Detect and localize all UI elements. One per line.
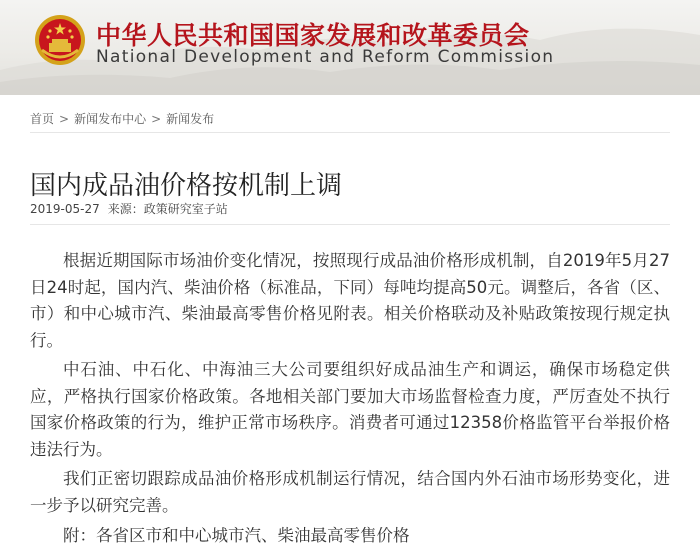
article-paragraph: 我们正密切跟踪成品油价格形成机制运行情况，结合国内外石油市场形势变化，进一步予以研究完善。 bbox=[30, 469, 670, 515]
divider bbox=[30, 132, 670, 133]
breadcrumb-separator: > bbox=[59, 112, 70, 126]
article-paragraph: 中石油、中石化、中海油三大公司要组织好成品油生产和调运，确保市场稳定供应，严格执行国家价格政策。各地相关部门要加大市场监督检查力度，严厉查处不执行国家价格政策的行为，维护正常市场秩序。消费者可通过12358价格监管平台举报价格违法行为。 bbox=[30, 360, 670, 459]
breadcrumb-separator: > bbox=[151, 112, 162, 126]
article-source: 来源：政策研究室子站 bbox=[107, 202, 228, 216]
article-paragraph: 根据近期国际市场油价变化情况，按照现行成品油价格形成机制，自2019年5月27日24时起，国内汽、柴油价格（标准品，下同）每吨均提高50元。调整后，各省（区、市）和中心城市汽、柴油最高零售价格见附表。相关价格联动及补贴政策按现行规定执行。 bbox=[30, 251, 670, 350]
org-name-cn[interactable]: 中华人民共和国国家发展和改革委员会 bbox=[96, 21, 530, 50]
breadcrumb-news-center-link[interactable]: 新闻发布中心 bbox=[74, 112, 147, 126]
attachment-note[interactable]: 附：各省区市和中心城市汽、柴油最高零售价格 bbox=[63, 526, 410, 545]
site-header bbox=[0, 0, 700, 95]
divider bbox=[30, 224, 670, 225]
article-title: 国内成品油价格按机制上调 bbox=[30, 171, 343, 202]
breadcrumb-home-link[interactable]: 首页 bbox=[30, 112, 55, 126]
article-date: 2019-05-27 bbox=[30, 202, 100, 216]
article-meta bbox=[30, 200, 236, 217]
org-name-en: National Development and Reform Commission bbox=[96, 47, 555, 67]
breadcrumb bbox=[30, 110, 214, 127]
breadcrumb-news-release-link[interactable]: 新闻发布 bbox=[166, 112, 215, 126]
national-emblem-icon[interactable] bbox=[34, 14, 86, 66]
article-body bbox=[30, 248, 670, 553]
